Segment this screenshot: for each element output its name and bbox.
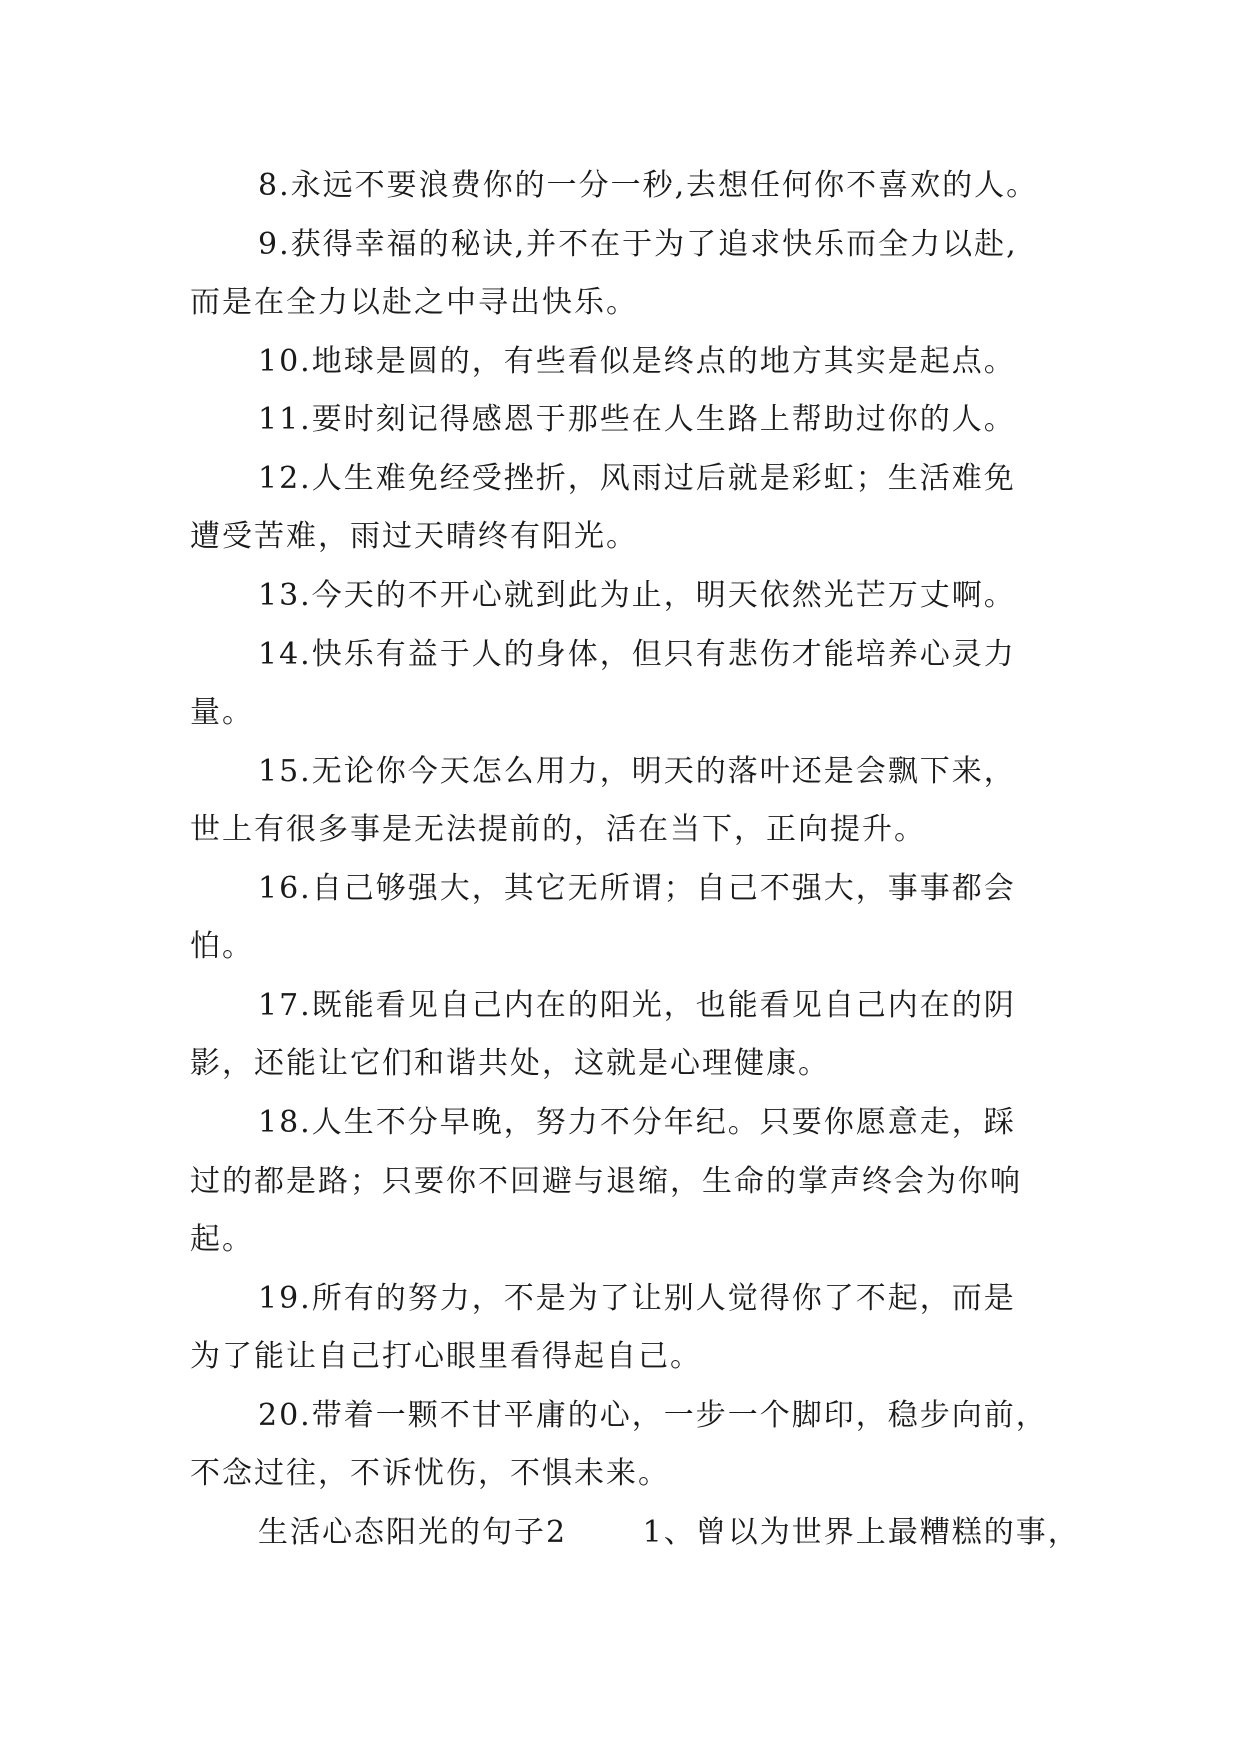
text-line: 16.自己够强大，其它无所谓；自己不强大，事事都会	[258, 871, 1016, 906]
text-line: 19.所有的努力，不是为了让别人觉得你了不起，而是	[258, 1281, 1016, 1316]
text-line: 遭受苦难，雨过天晴终有阳光。	[190, 519, 638, 554]
text-line: 起。	[190, 1222, 254, 1257]
text-line: 12.人生难免经受挫折，风雨过后就是彩虹；生活难免	[258, 461, 1016, 496]
text-line: 量。	[190, 695, 254, 730]
text-line: 11.要时刻记得感恩于那些在人生路上帮助过你的人。	[258, 402, 1016, 437]
text-line: 9.获得幸福的秘诀,并不在于为了追求快乐而全力以赴,	[258, 227, 1018, 262]
text-line: 而是在全力以赴之中寻出快乐。	[190, 285, 638, 320]
text-line: 20.带着一颗不甘平庸的心，一步一个脚印，稳步向前，	[258, 1398, 1048, 1433]
text-line: 世上有很多事是无法提前的，活在当下，正向提升。	[190, 812, 926, 847]
text-line: 8.永远不要浪费你的一分一秒,去想任何你不喜欢的人。	[258, 168, 1039, 203]
text-line: 10.地球是圆的，有些看似是终点的地方其实是起点。	[258, 344, 1016, 379]
text-line: 生活心态阳光的句子2 1、曾以为世界上最糟糕的事，	[258, 1515, 1080, 1550]
text-line: 18.人生不分早晚，努力不分年纪。只要你愿意走，踩	[258, 1105, 1016, 1140]
text-line: 15.无论你今天怎么用力，明天的落叶还是会飘下来，	[258, 754, 1016, 789]
text-line: 过的都是路；只要你不回避与退缩，生命的掌声终会为你响	[190, 1164, 1022, 1199]
text-line: 不念过往，不诉忧伤，不惧未来。	[190, 1456, 670, 1491]
text-line: 怕。	[190, 929, 254, 964]
text-line: 影，还能让它们和谐共处，这就是心理健康。	[190, 1046, 830, 1081]
text-line: 13.今天的不开心就到此为止，明天依然光芒万丈啊。	[258, 578, 1016, 613]
text-line: 14.快乐有益于人的身体，但只有悲伤才能培养心灵力	[258, 637, 1016, 672]
text-line: 17.既能看见自己内在的阳光，也能看见自己内在的阴	[258, 988, 1016, 1023]
text-line: 为了能让自己打心眼里看得起自己。	[190, 1339, 702, 1374]
